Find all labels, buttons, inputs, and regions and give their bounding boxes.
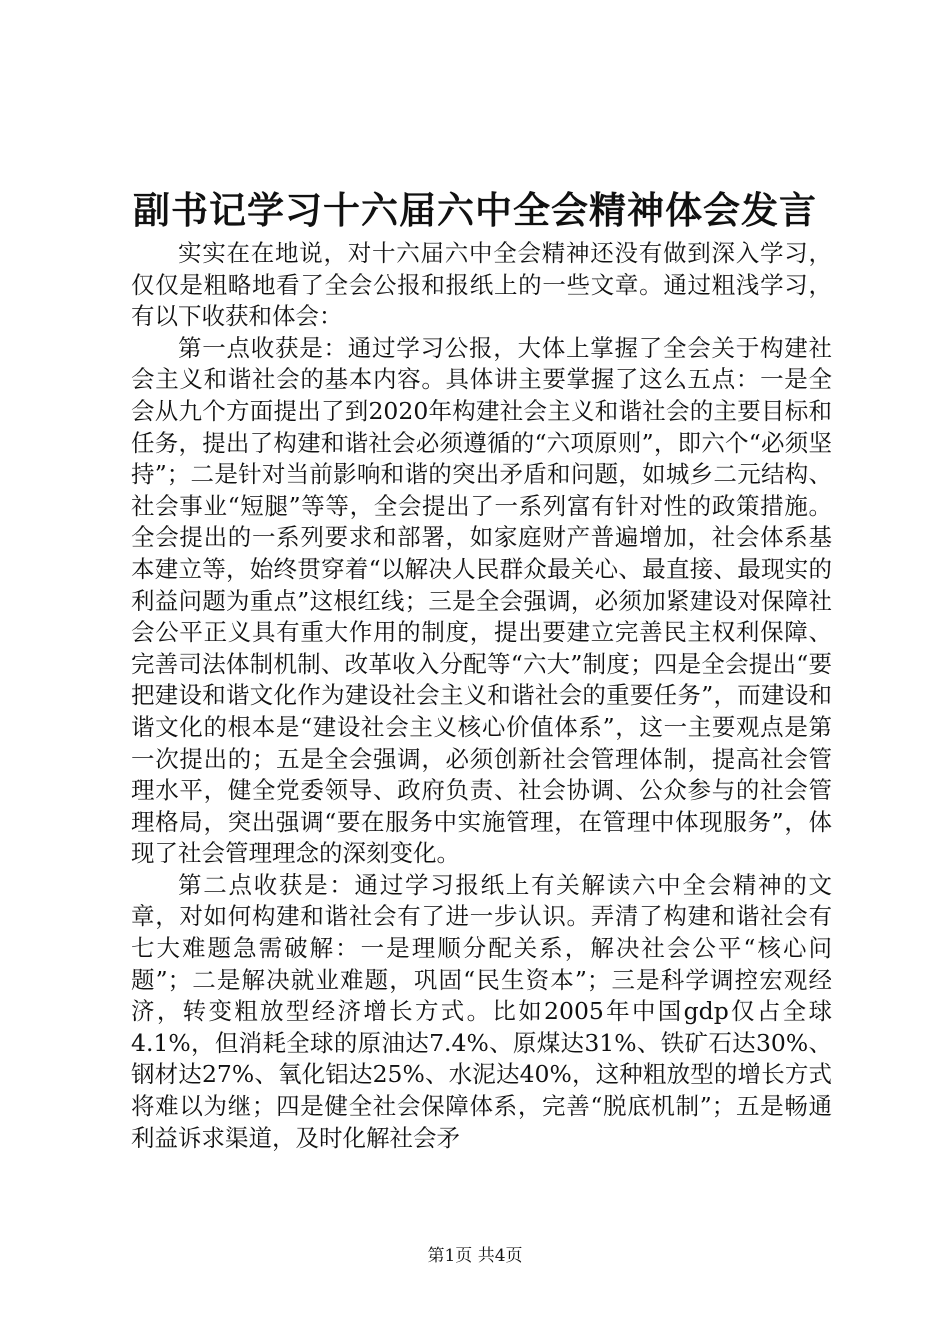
paragraph-intro: 实实在在地说，对十六届六中全会精神还没有做到深入学习，仅仅是粗略地看了全会公报和报纸上的一些文章。通过粗浅学习，有以下收获和体会： <box>131 239 832 331</box>
document-title: 副书记学习十六届六中全会精神体会发言 <box>133 188 817 232</box>
paragraph-first-gain: 第一点收获是：通过学习公报，大体上掌握了全会关于构建社会主义和谐社会的基本内容。具体讲主要掌握了这么五点：一是全会从九个方面提出了到2020年构建社会主义和谐社会的主要目标和任务，提出了构建和谐社会必须遵循的“六项原则”，即六个“必须坚持”；二是针对当前影响和谐的突出矛盾和问题，如城乡二元结构、社会事业“短腿”等等，全会提出了一系列富有针对性的政策措施。全会提出的一系列要求和部署，如家庭财产普遍增加，社会体系基本建立等，始终贯穿着“以解决人民群众最关心、最直接、最现实的利益问题为重点”这根红线；三是全会强调，必须加紧建设对保障社会公平正义具有重大作用的制度，提出要建立完善民主权利保障、完善司法体制机制、改革收入分配等“六大”制度；四是全会提出“要把建设和谐文化作为建设社会主义和谐社会的重要任务”，而建设和谐文化的根本是“建设社会主义核心价值体系”，这一主要观点是第一次提出的；五是全会强调，必须创新社会管理体制，提高社会管理水平，健全党委领导、政府负责、社会协调、公众参与的社会管理格局，突出强调“要在服务中实施管理，在管理中体现服务”，体现了社会管理理念的深刻变化。 <box>131 333 832 868</box>
document-body <box>131 238 832 1154</box>
paragraph-second-gain: 第二点收获是：通过学习报纸上有关解读六中全会精神的文章，对如何构建和谐社会有了进一步认识。弄清了构建和谐社会有七大难题急需破解：一是理顺分配关系，解决社会公平“核心问题”；二是解决就业难题，巩固“民生资本”；三是科学调控宏观经济，转变粗放型经济增长方式。比如2005年中国gdp仅占全球4.1%，但消耗全球的原油达7.4%、原煤达31%、铁矿石达30%、钢材达27%、氧化铝达25%、水泥达40%，这种粗放型的增长方式将难以为继；四是健全社会保障体系，完善“脱底机制”；五是畅通利益诉求渠道，及时化解社会矛 <box>131 870 832 1152</box>
page-footer: 第1页 共4页 <box>427 1246 523 1266</box>
